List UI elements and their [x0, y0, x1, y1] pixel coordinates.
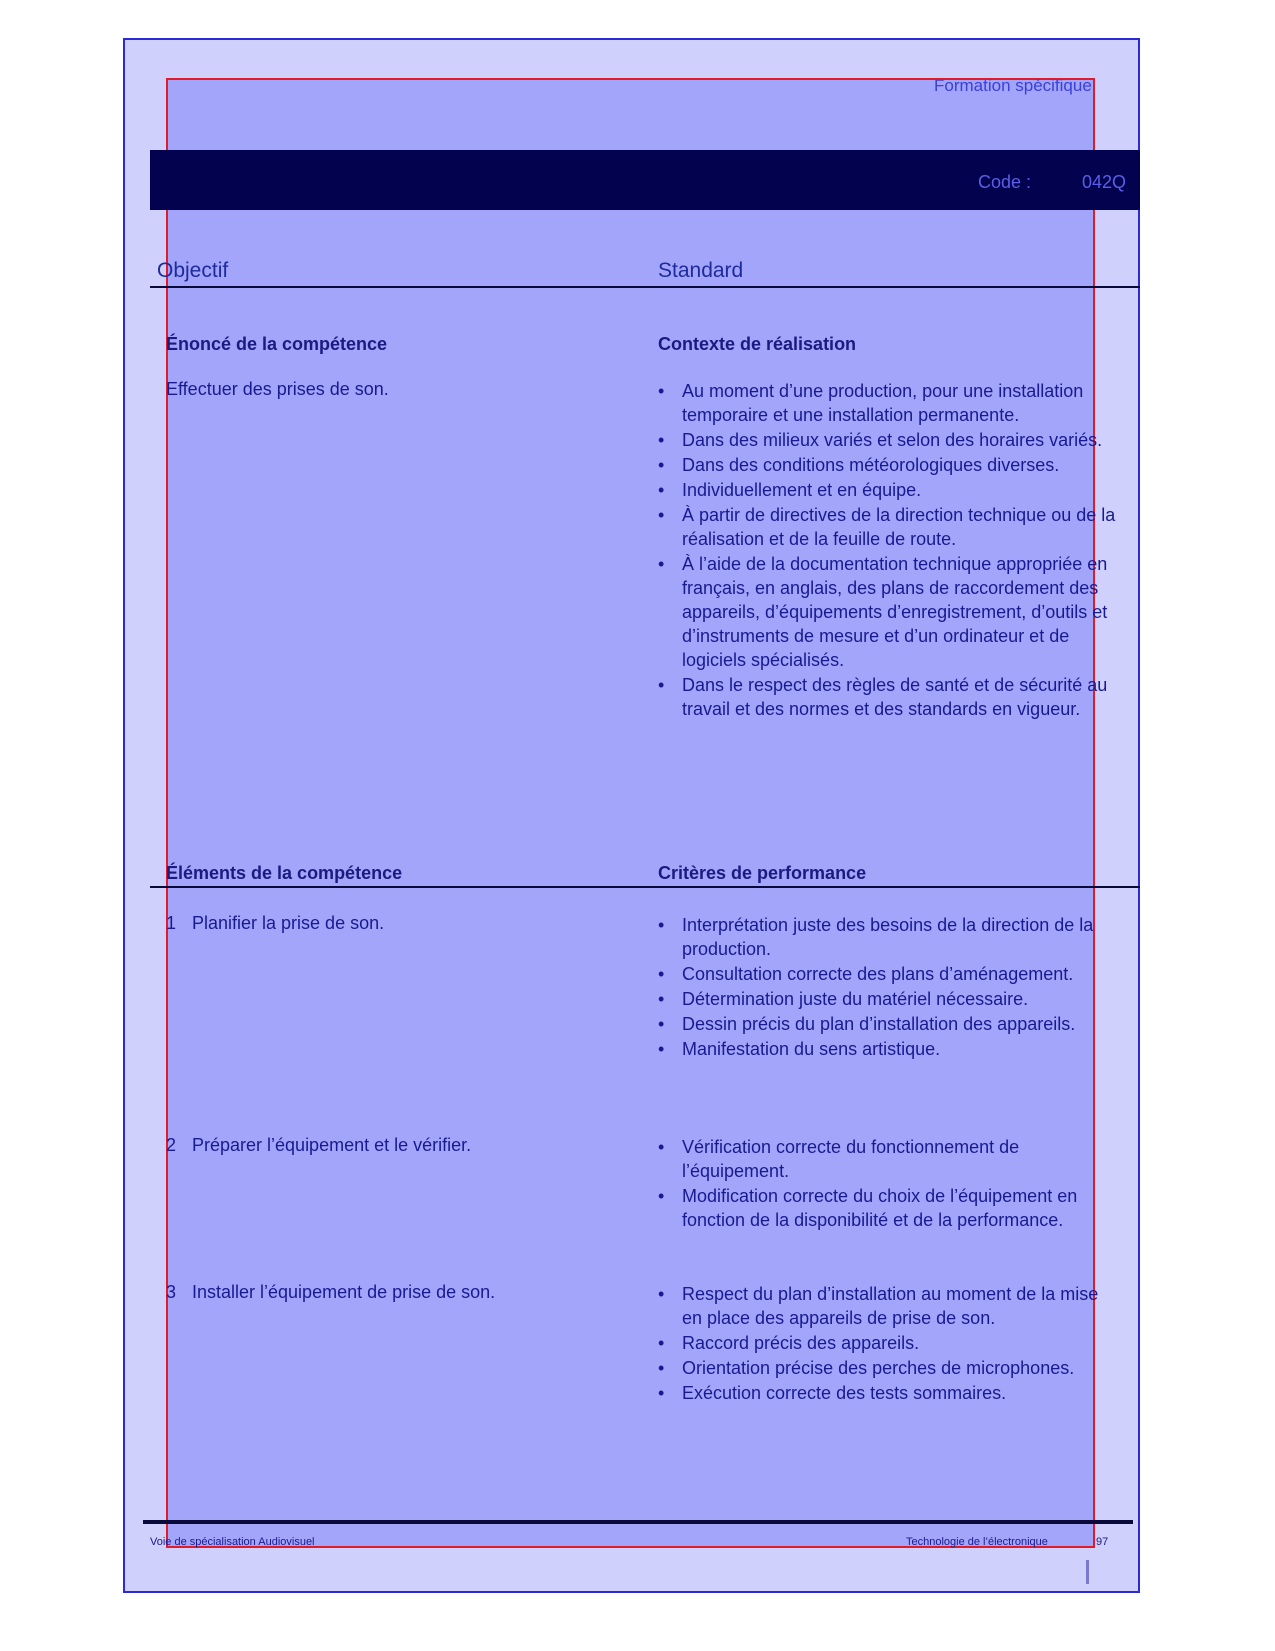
- footer-divider: [143, 1520, 1133, 1524]
- footer-left: Voie de spécialisation Audiovisuel: [150, 1536, 315, 1548]
- criteria-item: • Modification correcte du choix de l’équipement en fonction de la disponibilité et de la performance.: [658, 1184, 1118, 1232]
- context-item: • Dans le respect des règles de santé et de sécurité au travail et des normes et des standards en vigueur.: [658, 673, 1118, 721]
- element-item: [166, 1135, 471, 1156]
- elements-title: Éléments de la compétence: [166, 863, 403, 883]
- context-item: • Dans des milieux variés et selon des horaires variés.: [658, 428, 1118, 452]
- element-number: 2: [166, 1135, 177, 1155]
- competence-statement: Effectuer des prises de son.: [166, 379, 389, 399]
- criteria-item: • Exécution correcte des tests sommaires.: [658, 1381, 1118, 1405]
- element-text: Planifier la prise de son.: [192, 913, 385, 933]
- program-label: Formation spécifique: [934, 76, 1092, 95]
- element-text: Préparer l’équipement et le vérifier.: [192, 1135, 472, 1155]
- code-label: Code :: [978, 172, 1032, 192]
- criteria-item: • Vérification correcte du fonctionnement de l’équipement.: [658, 1135, 1118, 1183]
- criteria-item: • Détermination juste du matériel nécessaire.: [658, 987, 1118, 1011]
- element-number: 1: [166, 913, 177, 933]
- criteria-item: • Consultation correcte des plans d’aménagement.: [658, 962, 1118, 986]
- statement-title: Énoncé de la compétence: [166, 334, 388, 354]
- context-title: Contexte de réalisation: [658, 334, 857, 354]
- text-cursor-mark: [1086, 1560, 1089, 1584]
- criteria-list: [658, 1135, 1118, 1233]
- criteria-list: [658, 913, 1118, 1062]
- criteria-item: • Raccord précis des appareils.: [658, 1331, 1118, 1355]
- context-item: • À partir de directives de la direction technique ou de la réalisation et de la feuille de route.: [658, 503, 1118, 551]
- context-item: • Dans des conditions météorologiques diverses.: [658, 453, 1118, 477]
- standard-heading: Standard: [658, 259, 744, 282]
- criteria-title: Critères de performance: [658, 863, 867, 883]
- context-list: [658, 379, 1118, 722]
- element-item: [166, 913, 384, 934]
- criteria-item: • Orientation précise des perches de microphones.: [658, 1356, 1118, 1380]
- code-value: 042Q: [1082, 172, 1127, 192]
- criteria-item: • Dessin précis du plan d’installation des appareils.: [658, 1012, 1118, 1036]
- page-number: 97: [1096, 1536, 1109, 1548]
- context-item: • Individuellement et en équipe.: [658, 478, 1118, 502]
- header-divider: [150, 286, 1140, 288]
- element-item: [166, 1282, 495, 1303]
- objective-heading: Objectif: [157, 259, 229, 282]
- criteria-item: • Respect du plan d’installation au moment de la mise en place des appareils de prise de son.: [658, 1282, 1118, 1330]
- criteria-item: • Manifestation du sens artistique.: [658, 1037, 1118, 1061]
- element-number: 3: [166, 1282, 177, 1302]
- elements-divider: [150, 886, 1140, 888]
- criteria-list: [658, 1282, 1118, 1406]
- element-text: Installer l’équipement de prise de son.: [192, 1282, 496, 1302]
- criteria-item: • Interprétation juste des besoins de la direction de la production.: [658, 913, 1118, 961]
- context-item: • Au moment d’une production, pour une installation temporaire et une installation permanente.: [658, 379, 1118, 427]
- context-item: • À l’aide de la documentation technique appropriée en français, en anglais, des plans de raccordement des appareils, d’équipements d’enregistrement, d’outils et d’instruments de mesure et d’un ordinateur et de logiciels spécialisés.: [658, 552, 1118, 672]
- footer-right: Technologie de l’électronique: [906, 1536, 1048, 1548]
